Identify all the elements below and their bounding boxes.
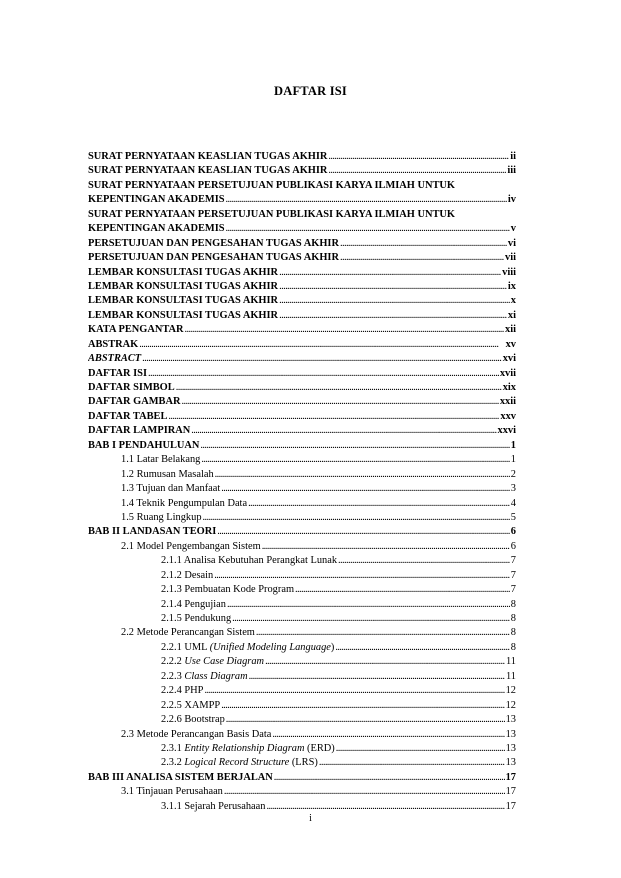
toc-leader-dots: [191, 424, 496, 438]
toc-entry[interactable]: [88, 179, 516, 193]
toc-entry[interactable]: [88, 453, 516, 467]
toc-entry[interactable]: [88, 424, 516, 438]
toc-entry-title: PERSETUJUAN DAN PENGESAHAN TUGAS AKHIR: [88, 237, 339, 249]
toc-entry-title: SURAT PERNYATAAN KEASLIAN TUGAS AKHIR: [88, 165, 328, 177]
toc-entry-page: 7: [510, 584, 516, 596]
toc-entry[interactable]: [88, 612, 516, 626]
toc-leader-dots: [185, 323, 504, 337]
toc-entry-page: vi: [507, 237, 516, 249]
toc-leader-dots: [279, 309, 507, 323]
toc-entry[interactable]: [88, 655, 516, 669]
page-number: i: [309, 813, 312, 824]
toc-entry-title: PERSETUJUAN DAN PENGESAHAN TUGAS AKHIR: [88, 252, 339, 264]
toc-entry-page: 17: [505, 771, 516, 783]
toc-leader-dots: [226, 193, 507, 207]
toc-entry[interactable]: [88, 511, 516, 525]
toc-entry[interactable]: [88, 670, 516, 684]
toc-entry-page: xvii: [499, 367, 516, 379]
toc-entry[interactable]: [88, 395, 516, 409]
toc-leader-dots: [274, 771, 505, 785]
toc-entry[interactable]: [88, 583, 516, 597]
toc-leader-dots: [200, 439, 509, 453]
toc-entry[interactable]: [88, 367, 516, 381]
toc-leader-dots: [295, 583, 510, 597]
toc-leader-dots: [142, 352, 502, 366]
toc-entry-page: 8: [510, 627, 516, 639]
toc-entry[interactable]: [88, 150, 516, 164]
toc-entry-title: 2.3.2 Logical Record Structure (LRS): [161, 757, 318, 769]
toc-entry-title: SURAT PERNYATAAN PERSETUJUAN PUBLIKASI KARYA ILMIAH UNTUK: [88, 179, 456, 191]
toc-entry-title: 2.1.5 Pendukung: [161, 613, 232, 624]
toc-entry[interactable]: [88, 193, 516, 207]
toc-entry[interactable]: [88, 410, 516, 424]
toc-entry[interactable]: [88, 266, 516, 280]
toc-entry-title: BAB II LANDASAN TEORI: [88, 526, 217, 538]
toc-entry-title: 2.1 Model Pengembangan Sistem: [121, 540, 261, 552]
toc-entry[interactable]: [88, 525, 516, 539]
toc-entry-title: ABSTRAK: [88, 338, 139, 350]
toc-entry-page: xi: [507, 309, 516, 321]
toc-entry-page: 2: [510, 468, 516, 480]
toc-entry[interactable]: [88, 251, 516, 265]
toc-entry-title: 2.1.4 Pengujian: [161, 598, 226, 610]
toc-entry-title: 2.2.1 UML (Unified Modeling Language): [161, 641, 335, 653]
toc-leader-dots: [328, 164, 506, 178]
toc-leader-dots: [265, 655, 505, 669]
toc-entry-title: LEMBAR KONSULTASI TUGAS AKHIR: [88, 266, 279, 278]
toc-entry[interactable]: [88, 598, 516, 612]
toc-entry-page: ii: [510, 151, 516, 162]
toc-leader-dots: [335, 641, 509, 655]
toc-entry-title: 1.5 Ruang Lingkup: [121, 511, 202, 523]
toc-entry-title: DAFTAR ISI: [88, 367, 147, 379]
toc-entry-title: 1.2 Rumusan Masalah: [121, 468, 214, 480]
toc-entry[interactable]: [88, 771, 516, 785]
toc-entry[interactable]: [88, 309, 516, 323]
toc-entry[interactable]: [88, 468, 516, 482]
toc-entry-page: iv: [507, 194, 516, 206]
toc-entry[interactable]: [88, 756, 516, 770]
toc-entry[interactable]: [88, 381, 516, 395]
toc-leader-dots: [319, 756, 505, 770]
toc-entry-title: ABSTRACT: [88, 353, 142, 365]
toc-entry[interactable]: [88, 569, 516, 583]
toc-entry-title: KEPENTINGAN AKADEMIS: [88, 194, 225, 206]
toc-entry-page: 7: [510, 569, 516, 581]
toc-leader-dots: [256, 626, 510, 640]
toc-leader-dots: [262, 540, 510, 554]
toc-leader-dots: [176, 381, 502, 395]
toc-entry-page: xxvi: [497, 425, 516, 437]
toc-entry[interactable]: [88, 728, 516, 742]
toc-entry-title: 2.3 Metode Perancangan Basis Data: [121, 728, 272, 740]
toc-entry-page: 3: [510, 483, 516, 495]
toc-entry-title: 2.1.3 Pembuatan Kode Program: [161, 584, 295, 596]
toc-entry[interactable]: [88, 800, 516, 814]
toc-leader-dots: [328, 150, 509, 164]
toc-entry-title: BAB I PENDAHULUAN: [88, 439, 200, 451]
toc-entry-title: 2.2.5 XAMPP: [161, 699, 221, 711]
toc-entry-page: iii: [507, 165, 516, 177]
toc-entry-title: LEMBAR KONSULTASI TUGAS AKHIR: [88, 309, 279, 321]
toc-leader-dots: [248, 497, 510, 511]
toc-entry[interactable]: [88, 352, 516, 366]
toc-entry[interactable]: [88, 323, 516, 337]
page-title: DAFTAR ISI: [274, 84, 347, 98]
toc-entry-title: 3.1 Tinjauan Perusahaan: [121, 786, 223, 798]
toc-entry[interactable]: [88, 713, 516, 727]
toc-entry-title: DAFTAR LAMPIRAN: [88, 425, 191, 437]
toc-entry-page: ix: [507, 280, 516, 292]
toc-leader-dots: [139, 338, 504, 352]
toc-entry-page: xxii: [499, 396, 516, 408]
toc-entry-page: 13: [505, 714, 516, 726]
toc-entry-page: 7: [510, 555, 516, 567]
toc-leader-dots: [204, 684, 504, 698]
toc-entry-title: KATA PENGANTAR: [88, 324, 184, 336]
toc-entry-title: 2.3.1 Entity Relationship Diagram (ERD): [161, 742, 335, 754]
toc-entry[interactable]: [88, 641, 516, 655]
toc-entry-page: 11: [505, 656, 516, 668]
toc-leader-dots: [215, 468, 510, 482]
toc-entry-title: DAFTAR GAMBAR: [88, 396, 181, 408]
toc-leader-dots: [168, 410, 499, 424]
toc-entry-page: 6: [510, 526, 516, 538]
toc-entry-page: viii: [502, 266, 516, 278]
toc-leader-dots: [227, 598, 510, 612]
toc-entry[interactable]: [88, 164, 516, 178]
toc-entry-page: 1: [510, 439, 516, 451]
toc-entry-title: 1.1 Latar Belakang: [121, 454, 201, 466]
toc-leader-dots: [272, 728, 504, 742]
toc-leader-dots: [226, 713, 505, 727]
toc-leader-dots: [279, 280, 507, 294]
toc-entry-page: 13: [505, 757, 516, 769]
toc-entry-title: KEPENTINGAN AKADEMIS: [88, 223, 225, 235]
toc-leader-dots: [266, 800, 504, 814]
toc-entry-title: 2.2.2 Use Case Diagram: [161, 656, 265, 668]
toc-entry[interactable]: [88, 222, 516, 236]
toc-entry-page: v: [510, 223, 516, 235]
toc-entry[interactable]: [88, 554, 516, 568]
toc-entry-page: 17: [505, 786, 516, 798]
toc-entry[interactable]: [88, 626, 516, 640]
toc-leader-dots: [224, 785, 505, 799]
toc-entry[interactable]: [88, 294, 516, 308]
toc-entry-page: 13: [505, 728, 516, 740]
toc-entry[interactable]: [88, 699, 516, 713]
toc-entry-title: BAB III ANALISA SISTEM BERJALAN: [88, 771, 273, 783]
toc-entry[interactable]: [88, 237, 516, 251]
toc-entry[interactable]: [88, 439, 516, 453]
toc-leader-dots: [226, 222, 510, 236]
toc-entry[interactable]: [88, 684, 516, 698]
toc-entry-title: 2.2.4 PHP: [161, 685, 204, 697]
toc-entry-page: xii: [505, 324, 516, 336]
toc-entry-page: 1: [510, 454, 516, 466]
toc-entry-title: 3.1.1 Sejarah Perusahaan: [161, 800, 266, 812]
toc-entry[interactable]: [88, 785, 516, 799]
toc-entry-page: x: [510, 295, 516, 307]
toc-entry[interactable]: [88, 742, 516, 756]
toc-leader-dots: [249, 670, 505, 684]
toc-leader-dots: [336, 742, 505, 756]
toc-leader-dots: [181, 395, 498, 409]
toc-entry-page: xxv: [500, 410, 516, 422]
toc-leader-dots: [279, 294, 510, 308]
toc-entry-page: 17: [505, 800, 516, 812]
toc-entry-page: vii: [505, 252, 516, 264]
toc-entry-page: 4: [510, 497, 516, 509]
toc-leader-dots: [201, 453, 509, 467]
toc-entry-page: 11: [505, 670, 516, 682]
toc-entry[interactable]: [88, 482, 516, 496]
toc-entry-page: 6: [510, 540, 516, 552]
toc-entry-page: xix: [502, 382, 516, 393]
toc-leader-dots: [340, 251, 504, 265]
toc-leader-dots: [203, 511, 510, 525]
toc-entry-title: 2.2.6 Bootstrap: [161, 714, 225, 726]
toc-entry-page: 8: [510, 613, 516, 624]
toc-entry-title: 2.2.3 Class Diagram: [161, 670, 248, 682]
table-of-contents: [88, 150, 516, 814]
toc-leader-dots: [279, 266, 501, 280]
toc-entry-title: SURAT PERNYATAAN KEASLIAN TUGAS AKHIR: [88, 151, 328, 162]
toc-entry-title: 2.1.2 Desain: [161, 569, 214, 581]
toc-entry-page: 5: [510, 511, 516, 523]
toc-entry-title: 1.4 Teknik Pengumpulan Data: [121, 497, 248, 509]
toc-entry[interactable]: [88, 497, 516, 511]
toc-leader-dots: [221, 482, 510, 496]
toc-entry-title: LEMBAR KONSULTASI TUGAS AKHIR: [88, 280, 279, 292]
toc-entry-title: DAFTAR SIMBOL: [88, 382, 175, 393]
toc-entry-title: 1.3 Tujuan dan Manfaat: [121, 483, 221, 495]
toc-entry-title: 2.2 Metode Perancangan Sistem: [121, 627, 255, 639]
toc-entry-page: 8: [510, 598, 516, 610]
toc-leader-dots: [217, 525, 510, 539]
toc-leader-dots: [214, 569, 510, 583]
toc-entry-title: SURAT PERNYATAAN PERSETUJUAN PUBLIKASI KARYA ILMIAH UNTUK: [88, 208, 456, 220]
toc-entry-page: 8: [510, 641, 516, 653]
toc-entry[interactable]: [88, 208, 516, 222]
toc-leader-dots: [221, 699, 504, 713]
toc-leader-dots: [338, 554, 510, 568]
toc-leader-dots: [340, 237, 507, 251]
toc-entry-title: 2.1.1 Analisa Kebutuhan Perangkat Lunak: [161, 555, 338, 567]
toc-leader-dots: [148, 367, 499, 381]
toc-entry-page: 12: [505, 685, 516, 697]
toc-entry[interactable]: [88, 540, 516, 554]
toc-entry-page: xv: [505, 338, 516, 350]
toc-entry[interactable]: [88, 280, 516, 294]
toc-entry-page: 13: [505, 742, 516, 754]
toc-entry-title: LEMBAR KONSULTASI TUGAS AKHIR: [88, 295, 279, 307]
toc-leader-dots: [232, 612, 510, 626]
toc-entry[interactable]: [88, 338, 516, 352]
toc-entry-title: DAFTAR TABEL: [88, 410, 168, 422]
toc-entry-page: 12: [505, 699, 516, 711]
toc-entry-page: xvi: [502, 353, 516, 365]
